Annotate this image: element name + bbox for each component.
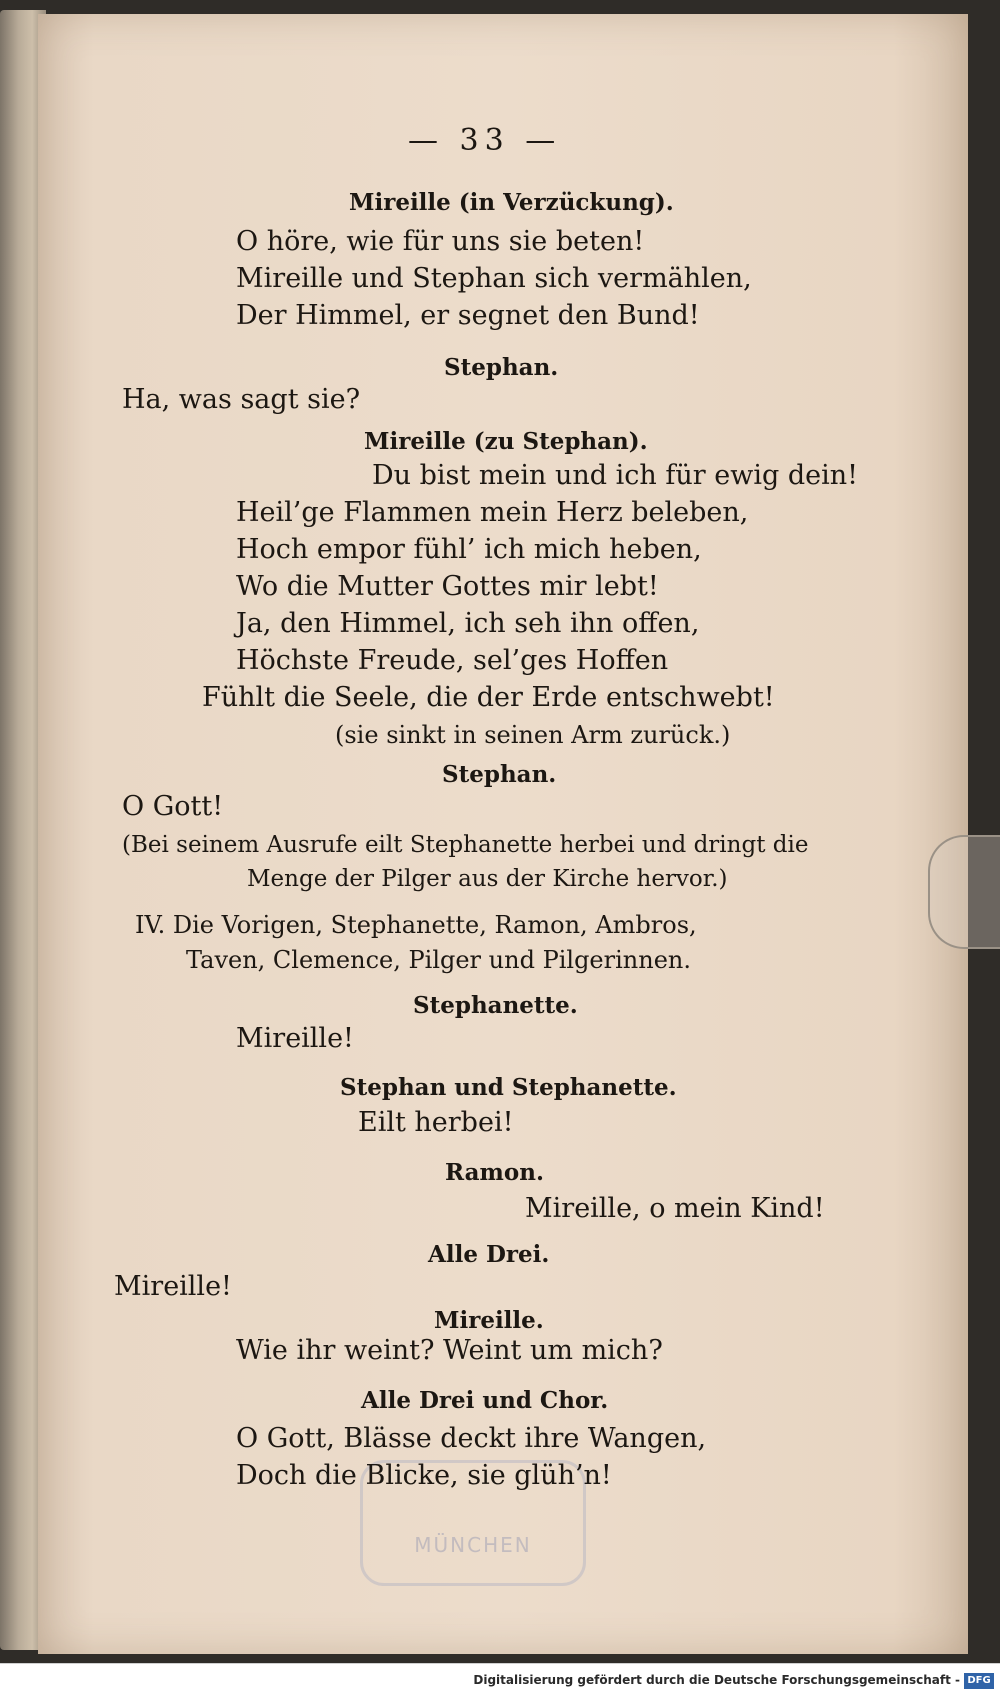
digitization-footer	[0, 1663, 1000, 1700]
stamp-text: MÜNCHEN	[414, 1533, 532, 1557]
speaker-stephanette: Stephanette.	[413, 992, 578, 1019]
scene-heading: Taven, Clemence, Pilger und Pilgerinnen.	[186, 946, 691, 974]
speaker-alle-drei: Alle Drei.	[428, 1241, 550, 1268]
verse-line: Fühlt die Seele, die der Erde entschwebt!	[202, 682, 775, 713]
stage-direction: Menge der Pilger aus der Kirche hervor.)	[247, 866, 728, 892]
speaker-stephan: Stephan.	[444, 354, 559, 381]
verse-line: O Gott, Blässe deckt ihre Wangen,	[236, 1423, 707, 1454]
speaker-ramon: Ramon.	[445, 1159, 544, 1186]
page-clip	[928, 835, 1000, 949]
verse-line: Mireille!	[236, 1023, 354, 1054]
verse-line: Der Himmel, er segnet den Bund!	[236, 300, 700, 331]
footer-credit: Digitalisierung gefördert durch die Deutsche Forschungsgemeinschaft -	[473, 1673, 960, 1687]
verse-line: Du bist mein und ich für ewig dein!	[372, 460, 858, 491]
verse-line: Mireille!	[114, 1271, 232, 1302]
page-number: — 33 —	[408, 123, 562, 158]
verse-line: Hoch empor fühl’ ich mich heben,	[236, 534, 702, 565]
verse-line: Ja, den Himmel, ich seh ihn offen,	[236, 608, 700, 639]
speaker-mireille: Mireille (in Verzückung).	[349, 189, 674, 216]
stage-direction: (Bei seinem Ausrufe eilt Stephanette herbei und dringt die	[122, 832, 809, 858]
speaker-stephan: Stephan.	[442, 761, 557, 788]
speaker-mireille: Mireille.	[434, 1307, 544, 1334]
verse-line: Heil’ge Flammen mein Herz beleben,	[236, 497, 749, 528]
verse-line: Eilt herbei!	[358, 1107, 514, 1138]
speaker-alle-drei-und-chor: Alle Drei und Chor.	[361, 1387, 609, 1414]
stage-direction: (sie sinkt in seinen Arm zurück.)	[335, 721, 731, 749]
verse-line: Mireille, o mein Kind!	[525, 1193, 825, 1224]
verse-line: Wo die Mutter Gottes mir lebt!	[236, 571, 659, 602]
verse-line: Ha, was sagt sie?	[122, 384, 361, 415]
dfg-logo: DFG	[964, 1673, 994, 1689]
speaker-mireille-zu-stephan: Mireille (zu Stephan).	[364, 428, 648, 455]
speaker-stephan-und-stephanette: Stephan und Stephanette.	[340, 1074, 677, 1101]
verse-line: Doch die Blicke, sie glüh’n!	[236, 1460, 612, 1491]
verse-line: Höchste Freude, sel’ges Hoffen	[236, 645, 669, 676]
scene-heading: IV. Die Vorigen, Stephanette, Ramon, Ambros,	[135, 911, 697, 939]
verse-line: Wie ihr weint? Weint um mich?	[236, 1335, 663, 1366]
verse-line: O höre, wie für uns sie beten!	[236, 226, 645, 257]
verse-line: O Gott!	[122, 791, 224, 822]
verse-line: Mireille und Stephan sich vermählen,	[236, 263, 752, 294]
